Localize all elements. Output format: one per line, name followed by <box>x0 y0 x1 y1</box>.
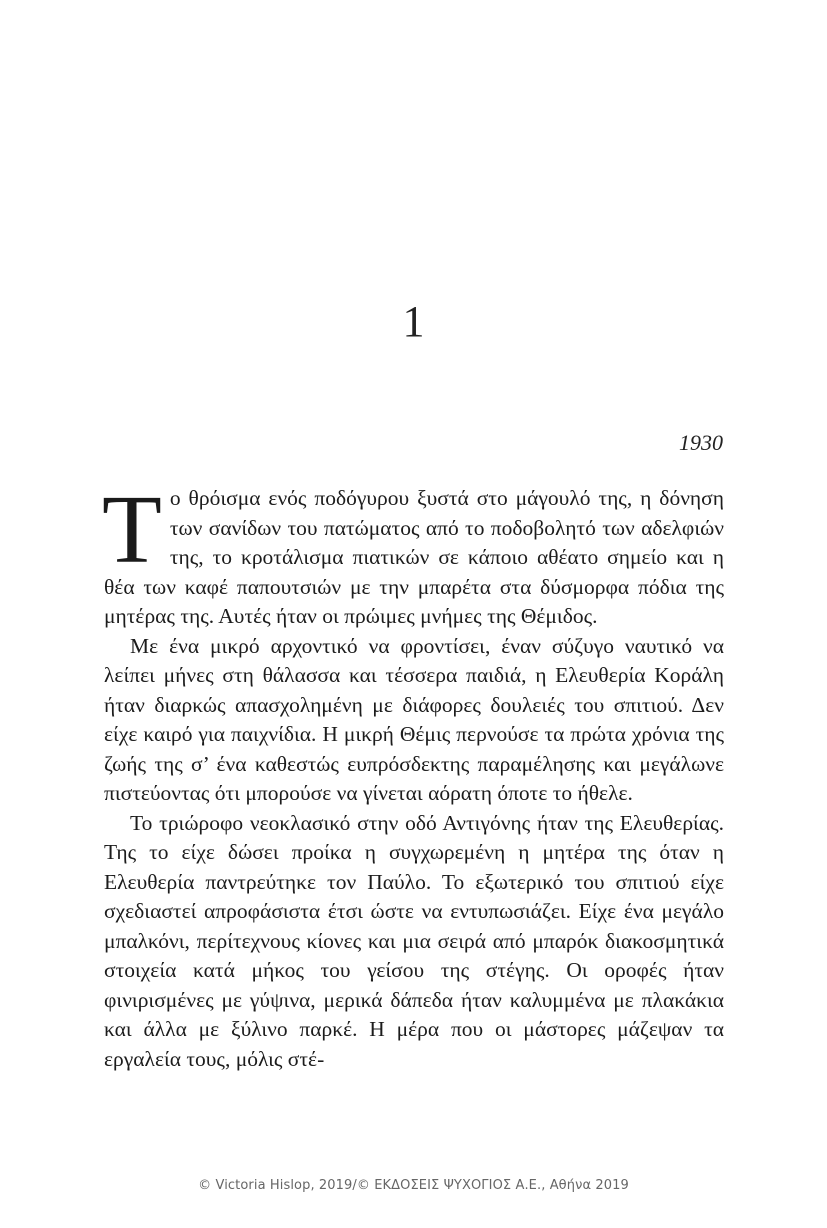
paragraph-3: Το τριώροφο νεοκλασικό στην οδό Αντιγόνης ήταν της Ελευθερίας. Της το είχε δώσει προίκα η συγχωρεμένη η μητέρα της όταν η Ελευθερία παντρεύτηκε τον Παύλο. Το εξωτερικό του σπιτιού είχε σχεδιαστεί απροφάσιστα έτσι ώστε να εντυπωσιάζει. Είχε ένα μεγάλο μπαλκόνι, περίτεχνους κίονες και μια σειρά από μπαρόκ διακοσμητικά στοιχεία κατά μήκος του γείσου της στέγης. Οι οροφές ήταν φινιρισμένες με γύψινα, μερικά δάπεδα ήταν καλυμμένα με πλακάκια και άλλα με ξύλινο παρκέ. Η μέρα που οι μάστορες μάζεψαν τα εργαλεία τους, μόλις στέ- <box>104 810 724 1071</box>
copyright-footer: © Victoria Hislop, 2019/© ΕΚΔΟΣΕΙΣ ΨΥΧΟΓΙΟΣ Α.Ε., Αθήνα 2019 <box>198 1178 629 1193</box>
chapter-number: 1 <box>402 297 425 346</box>
chapter-body <box>102 476 724 1074</box>
paragraph-1 <box>102 476 724 632</box>
paragraph-2: Με ένα μικρό αρχοντικό να φροντίσει, έναν σύζυγο ναυτικό να λείπει μήνες στη θάλασσα και τέσσερα παιδιά, η Ελευθερία Κοράλη ήταν διαρκώς απασχολημένη με διάφορες δουλειές του σπιτιού. Δεν είχε καιρό για παιχνίδια. Η μικρή Θέμις περνούσε τα πρώτα χρόνια της ζωής της σ’ ένα καθεστώς ευπρόσδεκτης παραμέλησης και μεγάλωνε πιστεύοντας ότι μπορούσε να γίνεται αόρατη όποτε το ήθελε. <box>104 633 724 805</box>
paragraph-1-text: ο θρόισμα ενός ποδόγυρου ξυστά στο μάγουλό της, η δόνηση των σανίδων του πατώματος από το ποδοβολητό των αδελφιών της, το κροτάλισμα πιατικών σε κάποιο αθέατο σημείο και η θέα των καφέ παπουτσιών με την μπαρέτα στα δύσμορφα πόδια της μητέρας της. Αυτές ήταν οι πρώιμες μνήμες της Θέμιδος. <box>104 486 724 628</box>
chapter-year: 1930 <box>679 430 723 455</box>
drop-cap: Τ <box>102 476 162 584</box>
